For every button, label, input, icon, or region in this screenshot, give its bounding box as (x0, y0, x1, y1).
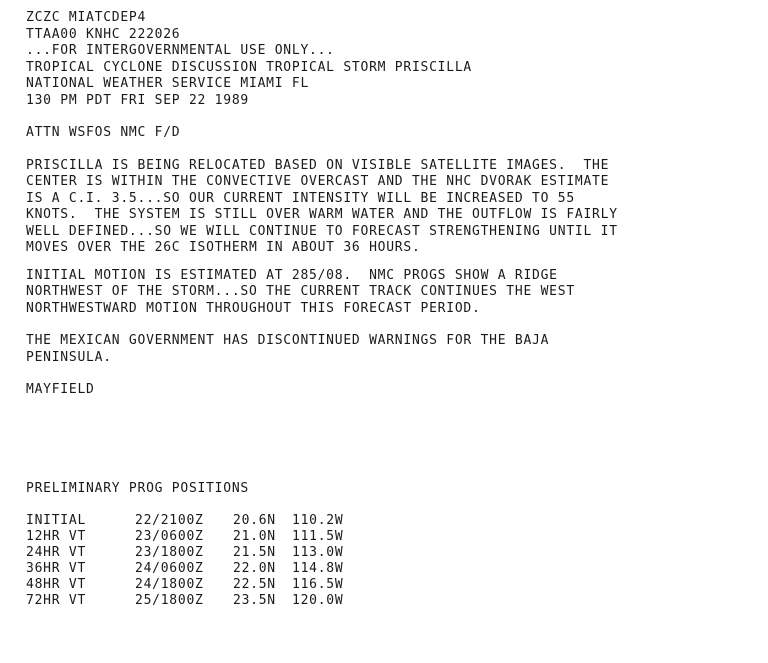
header-line: TTAA00 KNHC 222026 (26, 26, 181, 42)
paragraph-intensity (26, 158, 756, 257)
paragraph-line: IS A C.I. 3.5...SO OUR CURRENT INTENSITY WILL BE INCREASED TO 55 (26, 190, 575, 206)
valid-time-cell: 24/1800Z (135, 577, 204, 592)
paragraph-line: CENTER IS WITHIN THE CONVECTIVE OVERCAST AND THE NHC DVORAK ESTIMATE (26, 174, 610, 189)
header-line: ZCZC MIATCDEP4 (26, 10, 147, 25)
message-header (26, 10, 756, 109)
latitude-cell: 23.5N (233, 593, 276, 608)
table-row (26, 561, 343, 577)
spacer (26, 317, 756, 333)
paragraph-line: PRISCILLA IS BEING RELOCATED BASED ON VISIBLE SATELLITE IMAGES. THE (26, 157, 610, 173)
prog-positions-table (26, 513, 343, 609)
paragraph-line: WELL DEFINED...SO WE WILL CONTINUE TO FORECAST STRENGTHENING UNTIL IT (26, 223, 618, 239)
spacer (26, 142, 756, 158)
longitude-cell: 116.5W (292, 577, 344, 592)
longitude-cell: 110.2W (292, 513, 344, 528)
paragraph-line: NORTHWEST OF THE STORM...SO THE CURRENT TRACK CONTINUES THE WEST (26, 284, 575, 299)
spacer (26, 399, 756, 481)
paragraph-warnings (26, 333, 756, 366)
header-line: NATIONAL WEATHER SERVICE MIAMI FL (26, 76, 310, 91)
latitude-cell: 22.5N (233, 577, 276, 592)
valid-time-cell: 22/2100Z (135, 513, 204, 528)
spacer (26, 497, 756, 513)
spacer (26, 366, 756, 382)
latitude-cell: 21.5N (233, 545, 276, 560)
forecast-hour-cell: 36HR VT (26, 561, 87, 576)
longitude-cell: 120.0W (292, 593, 344, 608)
valid-time-cell: 25/1800Z (135, 593, 204, 608)
paragraph-line: THE MEXICAN GOVERNMENT HAS DISCONTINUED WARNINGS FOR THE BAJA (26, 333, 550, 348)
forecast-hour-cell: 24HR VT (26, 545, 87, 560)
paragraph-line: PENINSULA. (26, 349, 112, 365)
valid-time-cell: 24/0600Z (135, 561, 204, 576)
table-row (26, 529, 343, 545)
discussion-document (26, 10, 756, 609)
valid-time-cell: 23/1800Z (135, 545, 204, 560)
prog-positions-section (26, 481, 756, 610)
longitude-cell: 111.5W (292, 529, 344, 544)
table-row (26, 545, 343, 561)
table-row (26, 513, 343, 529)
paragraph-line: MOVES OVER THE 26C ISOTHERM IN ABOUT 36 HOURS. (26, 240, 421, 255)
header-line: 130 PM PDT FRI SEP 22 1989 (26, 92, 249, 108)
paragraph-line: KNOTS. THE SYSTEM IS STILL OVER WARM WATER AND THE OUTFLOW IS FAIRLY (26, 207, 618, 222)
longitude-cell: 113.0W (292, 545, 344, 560)
header-line: ...FOR INTERGOVERNMENTAL USE ONLY... (26, 43, 335, 58)
table-row (26, 577, 343, 593)
forecast-hour-cell: 48HR VT (26, 577, 87, 592)
forecast-hour-cell: 72HR VT (26, 593, 87, 608)
paragraph-line: NORTHWESTWARD MOTION THROUGHOUT THIS FORECAST PERIOD. (26, 300, 481, 316)
forecast-hour-cell: INITIAL (26, 513, 87, 528)
forecaster-signature: MAYFIELD (26, 382, 95, 397)
spacer (26, 257, 756, 268)
spacer (26, 109, 756, 125)
prog-title: PRELIMINARY PROG POSITIONS (26, 480, 249, 496)
header-line: TROPICAL CYCLONE DISCUSSION TROPICAL STORM PRISCILLA (26, 59, 472, 75)
table-row (26, 593, 343, 609)
valid-time-cell: 23/0600Z (135, 529, 204, 544)
latitude-cell: 20.6N (233, 513, 276, 528)
longitude-cell: 114.8W (292, 561, 344, 576)
paragraph-line: INITIAL MOTION IS ESTIMATED AT 285/08. NMC PROGS SHOW A RIDGE (26, 267, 558, 283)
attention-line: ATTN WSFOS NMC F/D (26, 125, 181, 140)
latitude-cell: 22.0N (233, 561, 276, 576)
latitude-cell: 21.0N (233, 529, 276, 544)
forecast-hour-cell: 12HR VT (26, 529, 87, 544)
paragraph-motion (26, 268, 756, 318)
